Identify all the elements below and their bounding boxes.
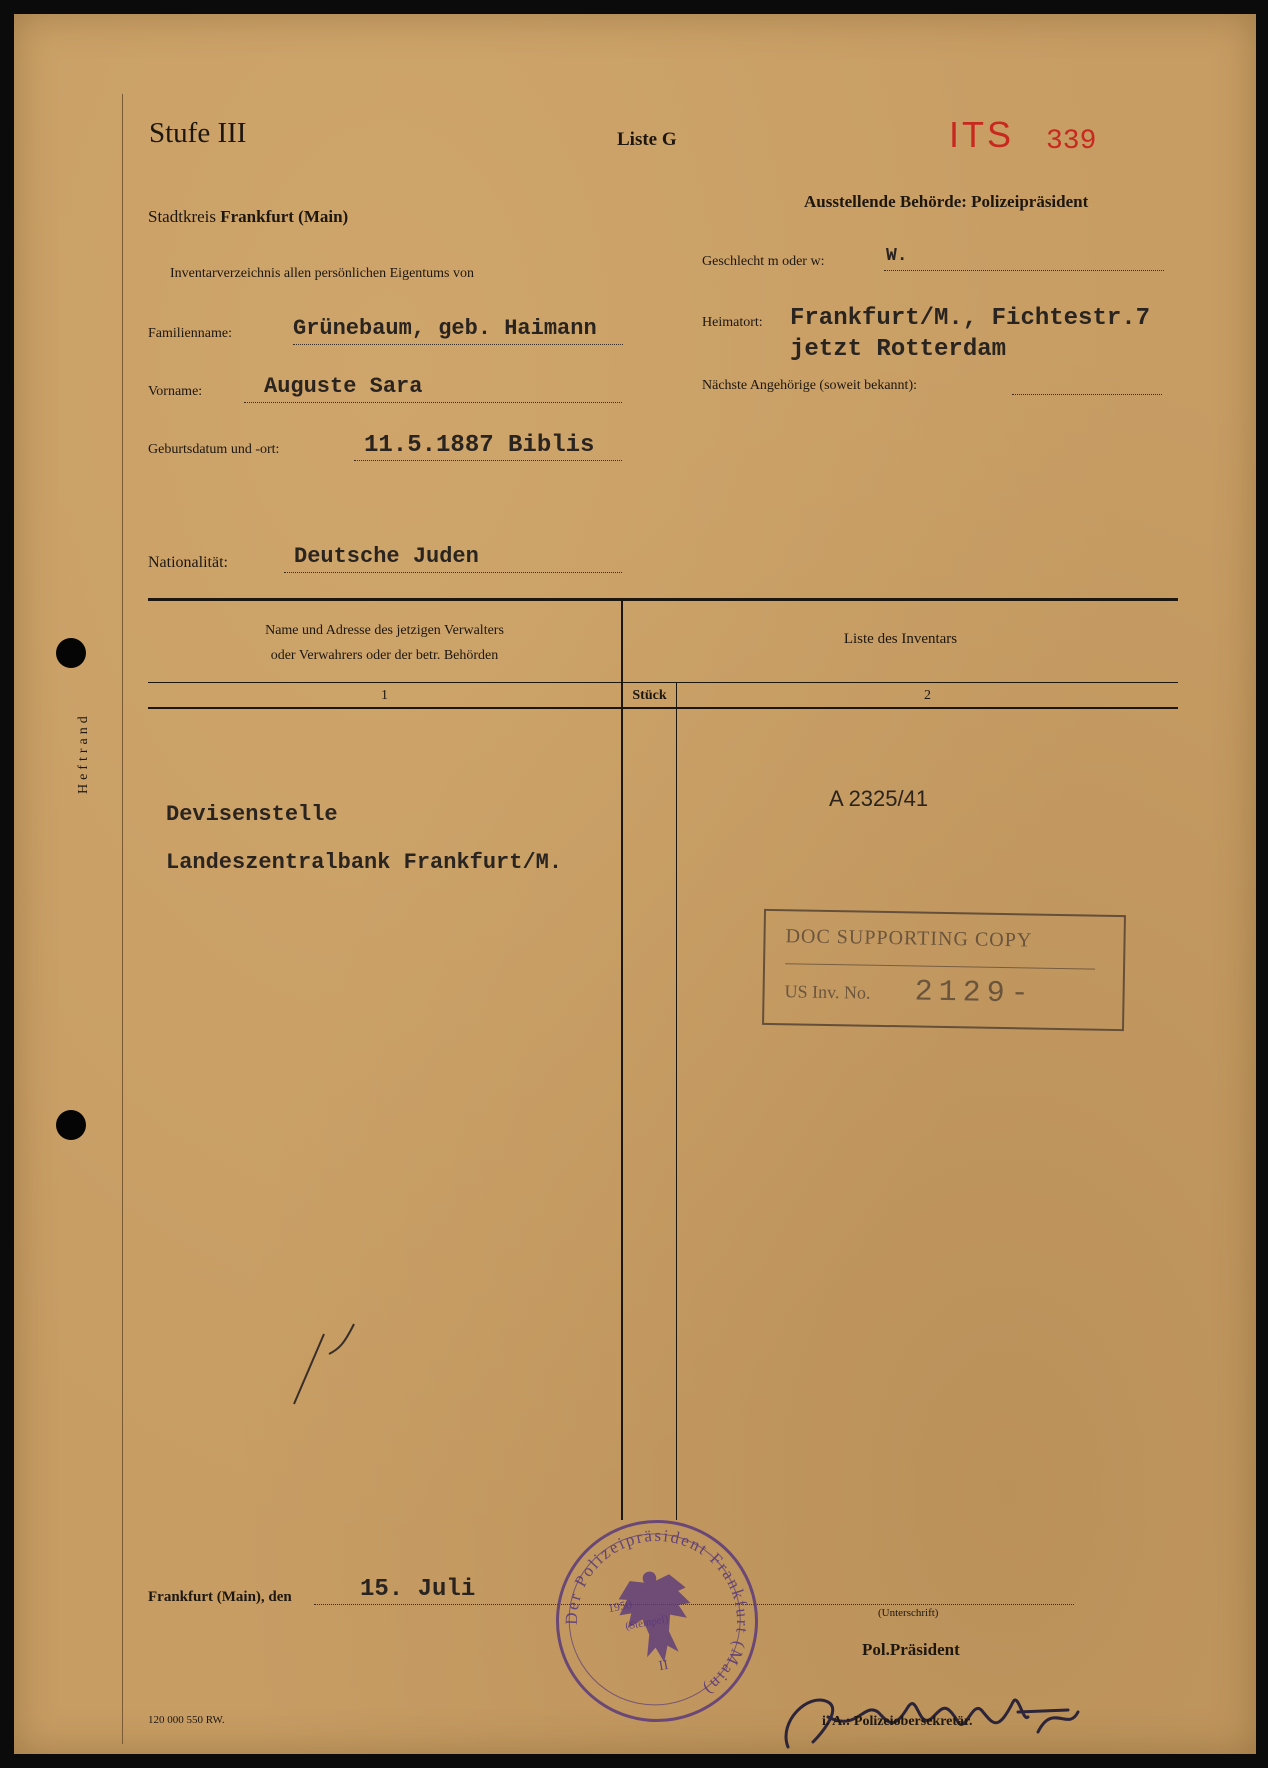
- seal-year: 1950: [606, 1597, 633, 1616]
- inventory-title: Inventarverzeichnis allen persönlichen Eigentums von: [170, 266, 475, 281]
- punch-hole-top: [56, 638, 86, 668]
- table-header-rule: [148, 682, 1178, 683]
- familienname-value: Grünebaum, geb. Haimann: [293, 316, 597, 341]
- stamp-line2-value: 2129-: [914, 975, 1035, 1012]
- heimatort-value-line2: jetzt Rotterdam: [790, 336, 1007, 363]
- authority-label: Ausstellende Behörde:: [804, 192, 967, 211]
- its-stamp-number: 339: [1046, 126, 1097, 157]
- stadtkreis-line: [148, 207, 348, 227]
- its-stamp-prefix: ITS: [949, 114, 1015, 155]
- col1-header: [148, 618, 621, 668]
- pol-praesident: Pol.Präsident: [862, 1640, 960, 1659]
- vorname-value: Auguste Sara: [264, 374, 423, 399]
- geburt-label: Geburtsdatum und -ort:: [148, 442, 280, 457]
- margin-label: Heftrand: [76, 712, 91, 794]
- table-divider-main: [621, 600, 623, 1520]
- handwritten-mark: [284, 1314, 374, 1414]
- table-number-rule: [148, 707, 1178, 709]
- familienname-label: Familienname:: [148, 326, 232, 341]
- liste-label: Liste G: [617, 129, 677, 150]
- stamp-line2-label: US Inv. No.: [784, 981, 871, 1003]
- stamp-line1: DOC SUPPORTING COPY: [785, 925, 1033, 952]
- heimatort-value-line1: Frankfurt/M., Fichtestr.7: [790, 305, 1151, 332]
- vorname-label: Vorname:: [148, 384, 203, 399]
- nationalitaet-label: Nationalität:: [148, 554, 228, 571]
- entry-line1: Devisenstelle: [166, 802, 338, 827]
- table-divider-stueck: [676, 682, 677, 1520]
- punch-hole-bottom: [56, 1110, 86, 1140]
- angehoerige-dotline: [1012, 394, 1162, 395]
- col1-header-line2: oder Verwahrers oder der betr. Behörden: [270, 648, 499, 663]
- inventory-ref: A 2325/41: [829, 786, 929, 811]
- stadtkreis-label: Stadtkreis: [148, 207, 216, 226]
- footer-place-label: Frankfurt (Main), den: [148, 1589, 292, 1605]
- table-top-rule: [148, 598, 1178, 601]
- geschlecht-label: Geschlecht m oder w:: [702, 254, 825, 269]
- supporting-copy-stamp: [762, 909, 1126, 1031]
- col-stueck: Stück: [632, 688, 667, 703]
- col-number-2: 2: [924, 688, 931, 703]
- col-number-1: 1: [381, 688, 388, 703]
- vorname-dotline: [244, 402, 622, 403]
- geburt-dotline: [354, 460, 622, 461]
- geschlecht-dotline: [884, 270, 1164, 271]
- angehoerige-label: Nächste Angehörige (soweit bekannt):: [702, 378, 917, 393]
- margin-line: [122, 94, 123, 1744]
- authority-line: [804, 192, 1088, 212]
- stamp-divider: [785, 963, 1095, 969]
- col2-header: Liste des Inventars: [843, 631, 958, 647]
- footer-date-value: 15. Juli: [360, 1576, 476, 1603]
- document-sheet: [14, 14, 1256, 1754]
- authority-value: Polizeipräsident: [971, 192, 1089, 211]
- official-seal: [540, 1504, 774, 1738]
- geschlecht-value: W.: [886, 246, 908, 266]
- seal-ring-textpath: Der Polizeipräsident Frankfurt (Main): [561, 1525, 753, 1700]
- i-a-line: i. A.: Polizeiobersekretär.: [822, 1714, 973, 1729]
- seal-numeral: II: [657, 1657, 670, 1675]
- stadtkreis-value: Frankfurt (Main): [220, 207, 349, 226]
- nationalitaet-dotline: [284, 572, 622, 573]
- geburt-value: 11.5.1887 Biblis: [364, 432, 595, 459]
- nationalitaet-value: Deutsche Juden: [294, 544, 479, 569]
- signature: [768, 1662, 1088, 1762]
- entry-line2: Landeszentralbank Frankfurt/M.: [166, 850, 563, 875]
- familienname-dotline: [293, 344, 623, 345]
- heimatort-label: Heimatort:: [702, 315, 763, 330]
- seal-center: (Stempel): [624, 1613, 670, 1633]
- stufe-label: Stufe III: [149, 117, 247, 149]
- form-number: 120 000 550 RW.: [148, 1714, 225, 1726]
- unterschrift-label: (Unterschrift): [878, 1607, 939, 1619]
- col1-header-line1: Name und Adresse des jetzigen Verwalters: [265, 623, 504, 638]
